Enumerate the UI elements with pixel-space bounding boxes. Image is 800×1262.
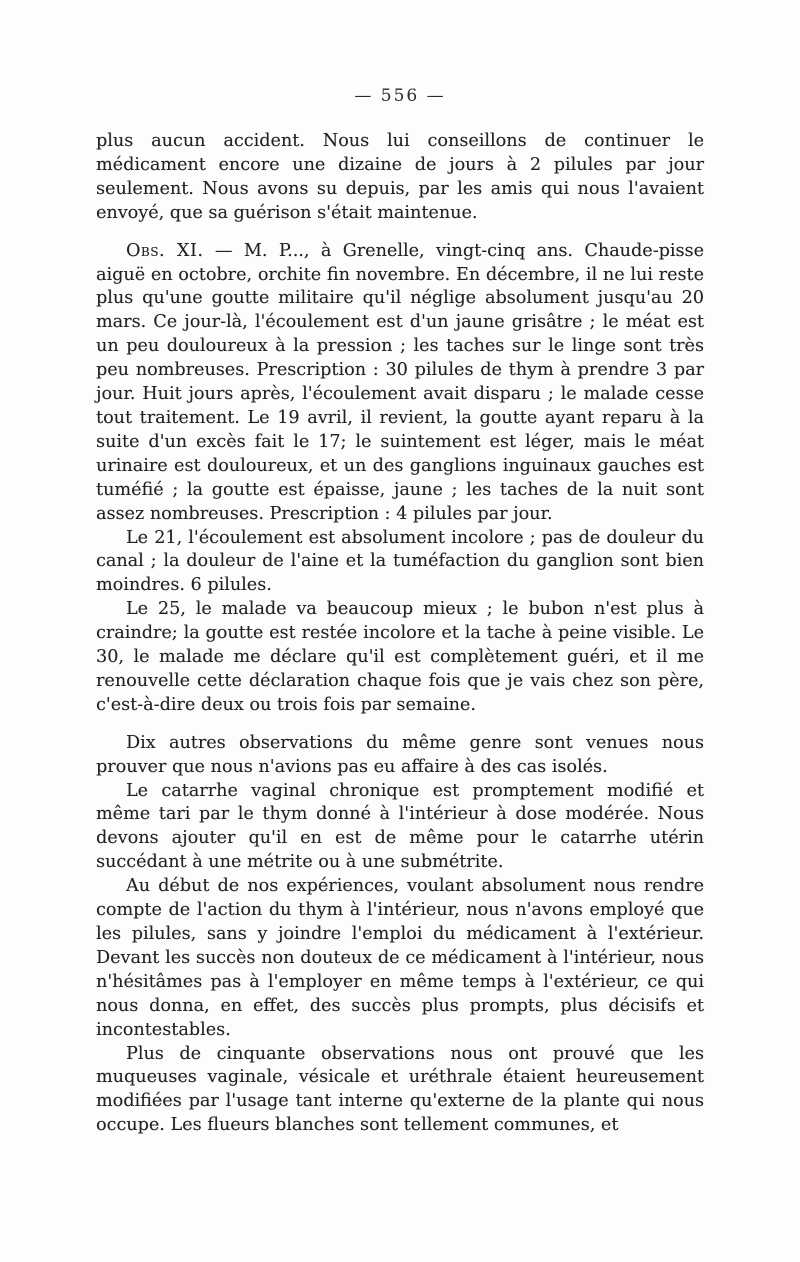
page-body-text <box>96 130 704 1138</box>
paragraph: Plus de cinquante observations nous ont prouvé que les muqueuses vaginale, vésicale et uréthrale étaient heureusement modifiées par l'usage tant interne qu'externe de la plante qui nous occupe. Les flueurs blanches sont tellement communes, et <box>96 1043 704 1136</box>
paragraph: Le 25, le malade va beaucoup mieux ; le bubon n'est plus à craindre; la goutte est restée incolore et la tache à peine visible. Le 30, le malade me déclare qu'il est complètement guéri, et il me renouvelle cette déclaration chaque fois que je vais chez son père, c'est-à-dire deux ou trois fois par semaine. <box>96 599 704 715</box>
observation-label: Obs. XI. <box>126 240 204 261</box>
paragraph: Dix autres observations du même genre sont venues nous prouver que nous n'avions pas eu affaire à des cas isolés. <box>96 732 704 777</box>
page-number-header: — 556 — <box>354 86 446 106</box>
paragraph: plus aucun accident. Nous lui conseillons de continuer le médicament encore une dizaine de jours à 2 pilules par jour seulement. Nous avons su depuis, par les amis qui nous l'avaient envoyé, que sa guérison s'était maintenue. <box>96 131 704 223</box>
paragraph: Le 21, l'écoulement est absolument incolore ; pas de douleur du canal ; la douleur de l'aine et la tuméfaction du ganglion sont bien moindres. 6 pilules. <box>96 527 704 596</box>
paragraph: Au début de nos expériences, voulant absolument nous rendre compte de l'action du thym à l'intérieur, nous n'avons employé que les pilules, sans y joindre l'emploi du médicament à l'extérieur. Devant les succès non douteux de ce médicament à l'intérieur, nous n'hésitâmes pas à l'employer en même temps à l'extérieur, ce qui nous donna, en effet, des succès plus prompts, plus décisifs et incontestables. <box>96 876 704 1040</box>
paragraph: Obs. XI. — M. P..., à Grenelle, vingt-cinq ans. Chaude-pisse aiguë en octobre, orchite fin novembre. En décembre, il ne lui reste plus qu'une goutte militaire qu'il néglige absolument jusqu'au 20 mars. Ce jour-là, l'écoulement est d'un jaune grisâtre ; le méat est un peu douloureux à la pression ; les taches sur le linge sont très peu nombreuses. Prescription : 30 pilules de thym à prendre 3 par jour. Huit jours après, l'écoulement avait disparu ; le malade cesse tout traitement. Le 19 avril, il revient, la goutte ayant reparu à la suite d'un excès fait le 17; le suintement est léger, mais le méat urinaire est douloureux, et un des ganglions inguinaux gauches est tuméfié ; la goutte est épaisse, jaune ; les taches de la nuit sont assez nombreuses. Prescription : 4 pilules par jour. <box>96 240 704 524</box>
paragraph: Le catarrhe vaginal chronique est promptement modifié et même tari par le thym donné à l'intérieur à dose modérée. Nous devons ajouter qu'il en est de même pour le catarrhe utérin succédant à une métrite ou à une submétrite. <box>96 780 704 873</box>
